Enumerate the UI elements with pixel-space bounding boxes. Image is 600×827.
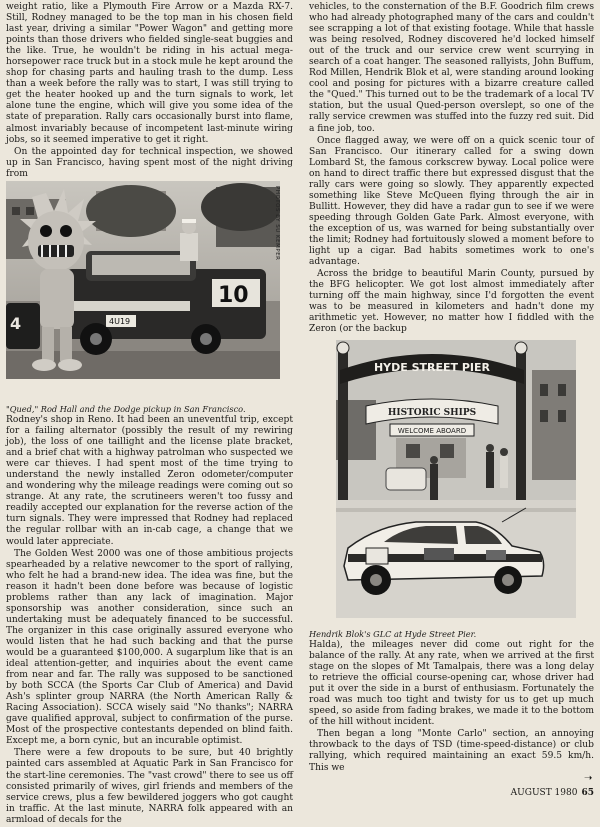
truck-number: 10 <box>218 283 249 308</box>
photo-qued-dodge-pickup-image <box>6 181 280 379</box>
paragraph: Rodney's shop in Reno. It had been an uneventful trip, except for a failing alternator (possibly the result of my rewiring job), the loss of one taillight and the license plate bracket, and a brief chat with a highway patrolman who suspected we were car thieves. I had spent most of the time trying to understand the newly installed Zeron odometer/computer and wondering why the mileage readings were coming out so strange. At any rate, the scrutineers weren't too fussy and readily accepted our explanation for the reverse action of the turn signals. They were impressed that Rodney had replaced the regular rollbar with an in-cab cage, a change that we would later appreciate. <box>6 415 293 547</box>
license-plate: 4U19 <box>109 317 131 326</box>
paragraph: vehicles, to the consternation of the B.F. Goodrich film crews who had already photographed many of the cars and couldn't see scrapping a lot of that existing footage. While that hassle was being resolved, Rodney discovered he'd locked himself out of the truck and our service crew went scurrying in search of a coat hanger. The seasoned rallyists, John Buffum, Rod Millen, Hendrik Blok et al, were standing around looking cool and posing for pictures with a bizarre creature called the "Qued." This turned out to be the trademark of a local TV station, but the usual Qued-person overslept, so one of the rally service crewmen was stuffed into the fuzzy red suit. Did a fine job, too. <box>309 2 594 134</box>
article-column-2-top <box>309 2 594 336</box>
photo-credit: PHOTOS BY SU KEMPER <box>274 186 280 261</box>
photo-hyde-street-pier <box>336 340 576 618</box>
page-folio <box>511 788 594 798</box>
article-column-2-bottom <box>309 640 594 775</box>
paragraph: There were a few dropouts to be sure, but 40 brightly painted cars assembled at Aquatic Park in San Francisco for the start-line ceremonies. The "vast crowd" there to see us off consisted primarily of wives, girl friends and members of the service crews, plus a few bewildered joggers who got caught in traffic. At the last minute, NARRA folk appeared with an armload of decals for the <box>6 748 293 825</box>
photo-2-caption: Hendrik Blok's GLC at Hyde Street Pier. <box>309 629 477 639</box>
svg-text:4: 4 <box>10 314 22 333</box>
article-column-1-bottom <box>6 415 293 827</box>
banner-bottom-text: WELCOME ABOARD <box>397 427 467 435</box>
photo-qued-dodge-pickup <box>6 181 280 379</box>
paragraph: Once flagged away, we were off on a quick scenic tour of San Francisco. Our itinerary called for a swing down Lombard St, the famous corkscrew byway. Local police were on hand to direct traffic there but expressed disgust that the rally cars were going so slowly. They apparently expected something like Steve McQueen flying through the air in Bullitt. However, they did have a radar gun to see if we were speeding through Golden Gate Park. Almost everyone, with the exception of us, was warned for being substantially over the limit; Rodney had fortuitously slowed a moment before to light up a cigar. Bad habits sometimes work to one's advantage. <box>309 135 594 268</box>
banner-top-text: HISTORIC SHIPS <box>387 408 477 418</box>
arch-sign-text: HYDE STREET PIER <box>373 361 491 374</box>
photo-hyde-street-pier-image <box>336 340 576 618</box>
page-number: 65 <box>581 788 594 798</box>
photo-1-caption: "Qued," Rod Hall and the Dodge pickup in San Francisco. <box>6 404 246 414</box>
paragraph: Halda), the mileages never did come out right for the balance of the rally. At any rate, when we arrived at the first stage on the slopes of Mt Tamalpais, there was a long delay to retrieve the official course-opening car, whose driver had put it over the side in a burst of enthusiasm. Fortunately the road was much too tight and twisty for us to get up much speed, so aside from fading brakes, we made it to the bottom of the hill without incident. <box>309 640 594 728</box>
paragraph: Across the bridge to beautiful Marin County, pursued by the BFG helicopter. We got lost almost immediately after turning off the main highway, since I'd forgotten the event was to be measured in kilometers and hadn't done my arithmetic yet. However, no matter how I fiddled with the Zeron (or the backup <box>309 269 594 335</box>
continued-arrow-icon: ➝ <box>584 773 593 784</box>
issue-date: AUGUST 1980 <box>510 788 578 798</box>
paragraph: The Golden West 2000 was one of those ambitious projects spearheaded by a relative newcomer to the sport of rallying, who felt he had a brand-new idea. The idea was fine, but the reason it hadn't been done before was because of logistic problems rather than any lack of imagination. Major sponsorship was another consideration, since such an undertaking must be adequately financed to be successful. The organizer in this case originally assured everyone who would listen that he had such backing and that the purse would be a guaranteed $100,000. A sugarplum like that is an ideal attention-getter, and inquiries about the event came from near and far. The rally was supposed to be sanctioned by both SCCA (the Sports Car Club of America) and David Ash's splinter group NARRA (the North American Rally & Racing Association). SCCA wisely said "No thanks"; NARRA gave qualified approval, subject to confirmation of the purse. Most of the prospective contestants depended on blind faith. Except me, a born cynic, but an incurable optimist. <box>6 548 293 747</box>
article-column-1-top <box>6 2 293 181</box>
paragraph: Then began a long "Monte Carlo" section, an annoying throwback to the days of TSD (time-speed-distance) or club rallying, which required maintaining an exact 59.5 km/h. This we <box>309 729 594 773</box>
paragraph: On the appointed day for technical inspection, we showed up in San Francisco, having spent most of the night driving from <box>6 146 293 179</box>
paragraph: weight ratio, like a Plymouth Fire Arrow or a Mazda RX-7. Still, Rodney managed to be the top man in his chosen field last year, driving a similar "Power Wagon" and getting more points than those drivers who fielded single-seat buggies and the like. True, he wouldn't be riding in his actual mega-horsepower race truck but in a stock mule he kept around the shop for chasing parts and hauling trash to the dump. Less than a week before the rally was to start, I was still trying to get the heater hooked up and the turn signals to work, let alone tune the engine, which will give you some idea of the state of preparation. Rally cars occasionally burst into flame, almost invariably because of incompetent last-minute wiring jobs, so it seemed imperative to get it right. <box>6 2 294 145</box>
